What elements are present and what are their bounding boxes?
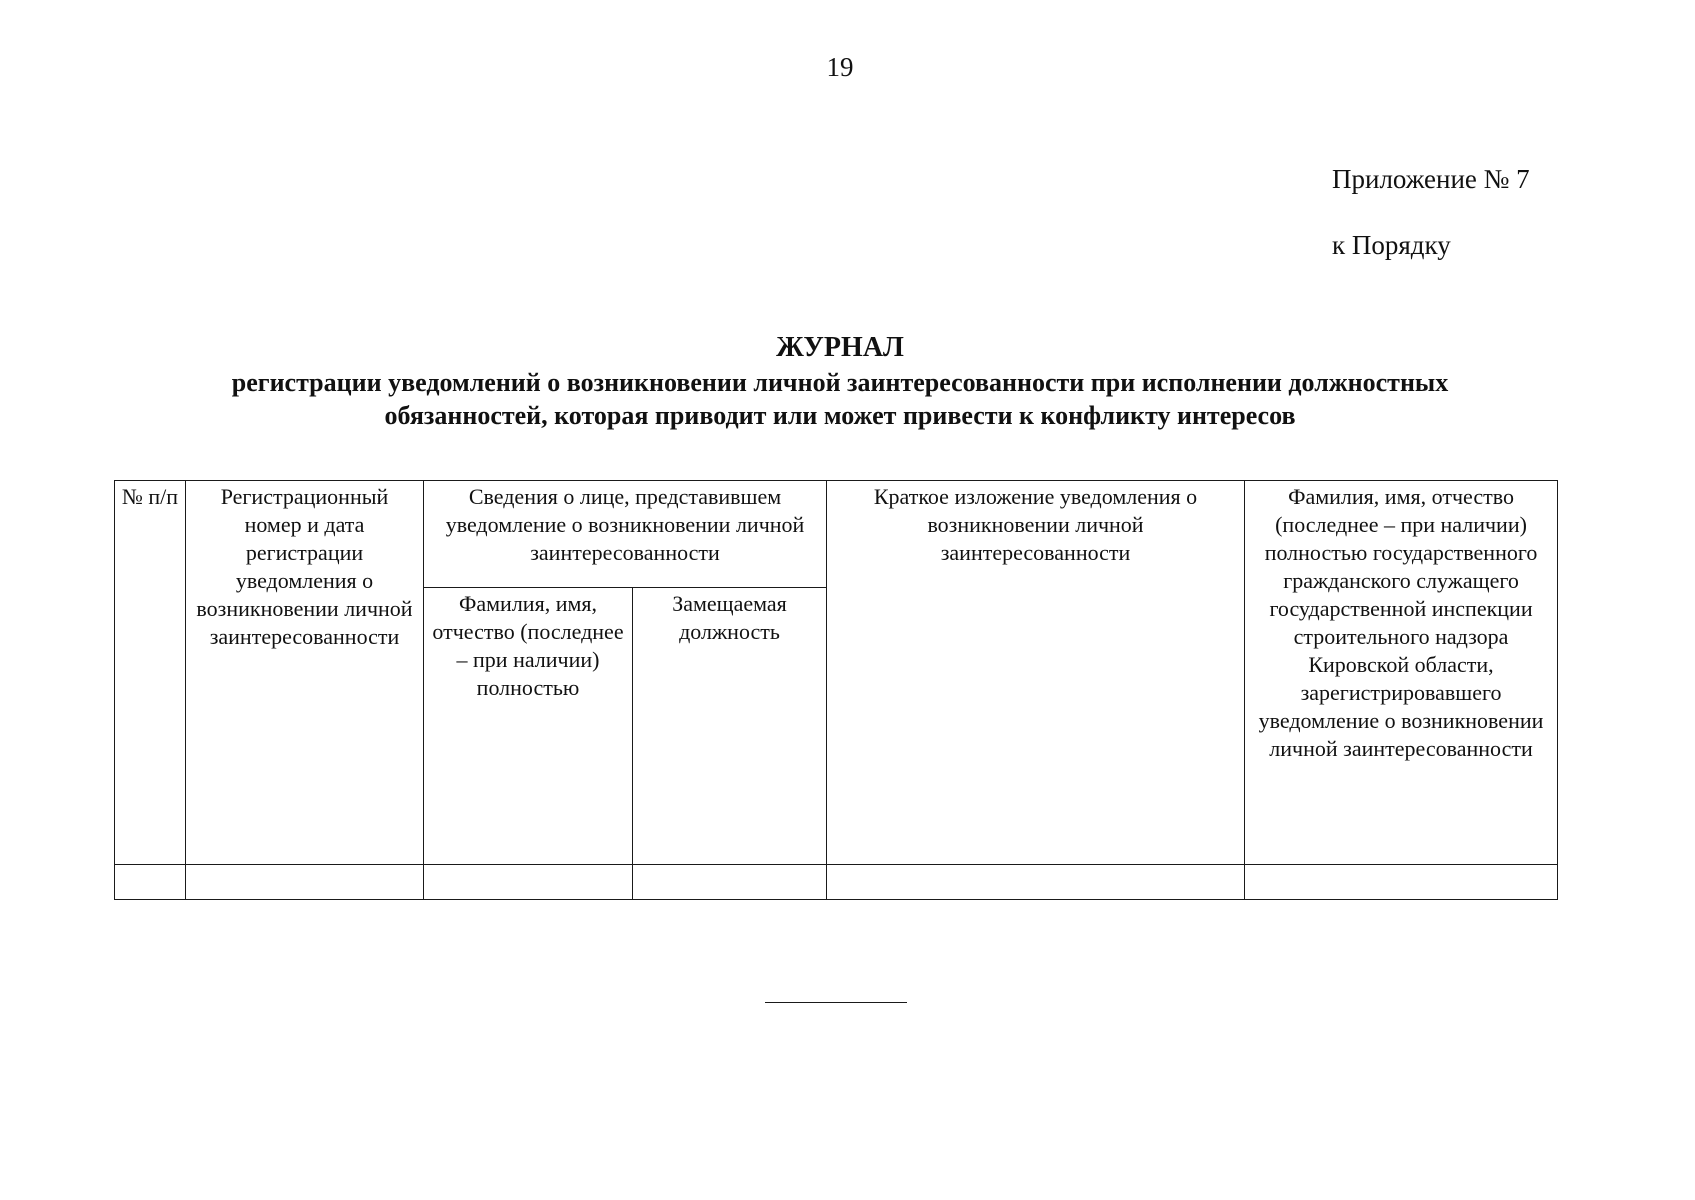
register-table [114, 480, 1558, 900]
header-registrar: Фамилия, имя, отчество (последнее – при наличии) полностью государственного гражданского служащего государственной инспекции строительного надзора Кировской области, зарегистрировавшего уведомление о возникновении личной заинтересованности [1245, 481, 1558, 865]
page-number: 19 [826, 52, 854, 82]
document-title: ЖУРНАЛ [776, 332, 904, 363]
table-cell [633, 865, 827, 900]
table-cell [827, 865, 1245, 900]
document-subtitle: регистрации уведомлений о возникновении личной заинтересованности при исполнении должностных обязанностей, которая приводит или может привести к конфликту интересов [231, 368, 1449, 430]
header-person-info-group: Сведения о лице, представившем уведомление о возникновении личной заинтересованности [424, 481, 827, 588]
table-cell [424, 865, 633, 900]
appendix-reference: к Порядку [1332, 230, 1451, 260]
closing-rule [765, 1002, 907, 1003]
header-registration-number: Регистрационный номер и дата регистрации уведомления о возникновении личной заинтересованности [186, 481, 424, 865]
header-number: № п/п [115, 481, 186, 865]
table-cell [1245, 865, 1558, 900]
header-person-fio: Фамилия, имя, отчество (последнее – при наличии) полностью [424, 588, 633, 865]
header-person-position: Замещаемая должность [633, 588, 827, 865]
table-header-row [115, 481, 1558, 588]
table-cell [115, 865, 186, 900]
table-cell [186, 865, 424, 900]
header-summary: Краткое изложение уведомления о возникновении личной заинтересованности [827, 481, 1245, 865]
appendix-label: Приложение № 7 [1332, 164, 1530, 194]
table-row [115, 865, 1558, 900]
